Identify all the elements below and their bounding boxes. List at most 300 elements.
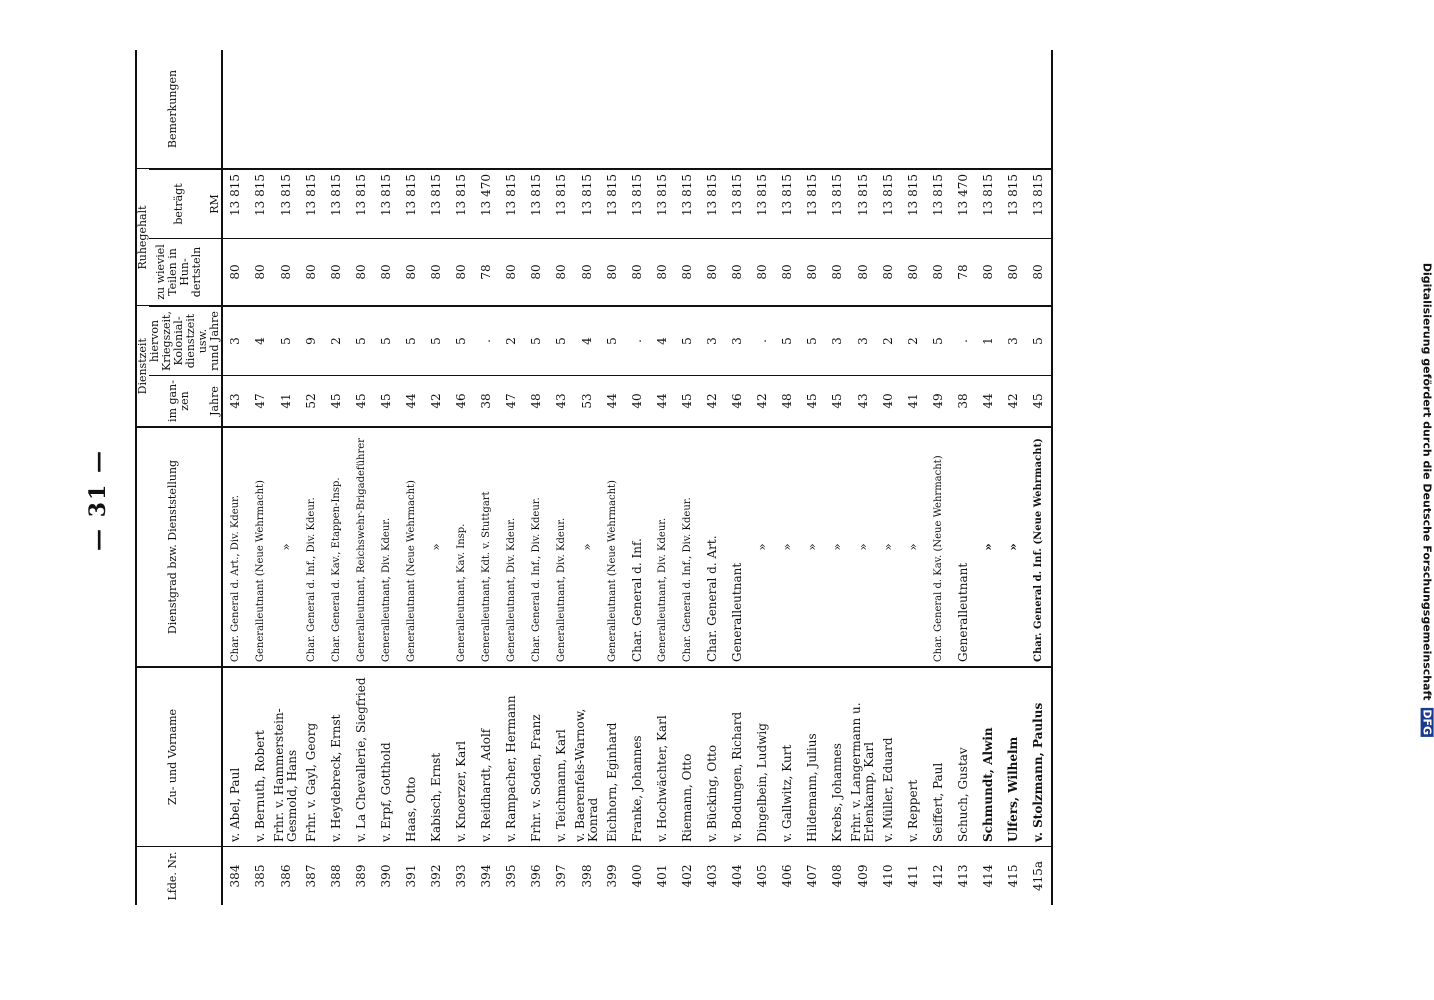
- cell-parts: 80: [549, 239, 574, 307]
- cell-name: v. Bernuth, Robert: [248, 667, 273, 847]
- cell-amount: 13 470: [951, 169, 976, 239]
- cell-parts: 78: [474, 239, 499, 307]
- cell-bemerkungen: [549, 50, 574, 169]
- cell-parts: 80: [600, 239, 625, 307]
- cell-total: 48: [775, 376, 800, 428]
- cell-war: 5: [600, 306, 625, 376]
- cell-war: 2: [324, 306, 349, 376]
- cell-parts: 80: [775, 239, 800, 307]
- table-row: [222, 50, 248, 905]
- cell-rank: »: [825, 427, 850, 667]
- cell-war: 1: [976, 306, 1001, 376]
- table-row: [248, 50, 273, 905]
- cell-parts: 80: [1026, 239, 1052, 307]
- table-row: [374, 50, 399, 905]
- cell-amount: 13 815: [750, 169, 775, 239]
- cell-bemerkungen: [926, 50, 951, 169]
- cell-parts: 80: [650, 239, 675, 307]
- cell-total: 46: [725, 376, 750, 428]
- cell-amount: 13 815: [926, 169, 951, 239]
- cell-war: 5: [449, 306, 474, 376]
- cell-total: 45: [324, 376, 349, 428]
- cell-total: 49: [926, 376, 951, 428]
- cell-rank: Generalleutnant, Div. Kdeur.: [499, 427, 524, 667]
- cell-name: v. Hochwächter, Karl: [650, 667, 675, 847]
- table-row: [273, 50, 299, 905]
- table-row: [299, 50, 324, 905]
- cell-war: 4: [248, 306, 273, 376]
- cell-name: Frhr. v. Gayl, Georg: [299, 667, 324, 847]
- cell-total: 52: [299, 376, 324, 428]
- cell-amount: 13 815: [725, 169, 750, 239]
- cell-amount: 13 815: [399, 169, 424, 239]
- cell-rank: »: [901, 427, 926, 667]
- cell-total: 45: [1026, 376, 1052, 428]
- cell-war: 3: [850, 306, 876, 376]
- cell-amount: 13 815: [600, 169, 625, 239]
- cell-total: 47: [248, 376, 273, 428]
- cell-name: v. Abel, Paul: [222, 667, 248, 847]
- cell-name: Haas, Otto: [399, 667, 424, 847]
- cell-name: v. La Chevallerie, Siegfried: [349, 667, 374, 847]
- cell-rank: Generalleutnant, Div. Kdeur.: [549, 427, 574, 667]
- cell-total: 43: [850, 376, 876, 428]
- cell-total: 44: [399, 376, 424, 428]
- cell-parts: 80: [876, 239, 901, 307]
- cell-rank: Char. General d. Inf. (Neue Wehrmacht): [1026, 427, 1052, 667]
- cell-bemerkungen: [399, 50, 424, 169]
- table-row: [499, 50, 524, 905]
- cell-bemerkungen: [248, 50, 273, 169]
- cell-parts: 80: [750, 239, 775, 307]
- cell-total: 45: [675, 376, 700, 428]
- cell-amount: 13 815: [524, 169, 549, 239]
- cell-parts: 80: [901, 239, 926, 307]
- cell-nr: 400: [630, 864, 644, 888]
- cell-total: 45: [800, 376, 825, 428]
- cell-amount: 13 815: [775, 169, 800, 239]
- cell-name: Frhr. v. Hammerstein-Gesmold, Hans: [273, 667, 299, 847]
- cell-bemerkungen: [800, 50, 825, 169]
- cell-rank: Generalleutnant, Kav. Insp.: [449, 427, 474, 667]
- cell-name: v. Reppert: [901, 667, 926, 847]
- cell-war: 3: [222, 306, 248, 376]
- cell-rank: »: [424, 427, 449, 667]
- cell-total: 43: [549, 376, 574, 428]
- cell-war: 2: [876, 306, 901, 376]
- cell-parts: 80: [1001, 239, 1026, 307]
- cell-nr: 407: [805, 864, 819, 888]
- cell-war: 3: [1001, 306, 1026, 376]
- cell-war: 5: [675, 306, 700, 376]
- cell-name: Schmundt, Alwin: [976, 667, 1001, 847]
- cell-bemerkungen: [1026, 50, 1052, 169]
- cell-nr: 415: [1006, 864, 1020, 888]
- cell-rank: Char. General d. Art., Div. Kdeur.: [222, 427, 248, 667]
- cell-war: 4: [650, 306, 675, 376]
- dfg-logo: DFG: [1420, 709, 1434, 736]
- cell-total: 42: [1001, 376, 1026, 428]
- cell-parts: 80: [524, 239, 549, 307]
- cell-nr: 412: [931, 864, 945, 888]
- cell-rank: Char. General d. Inf., Div. Kdeur.: [675, 427, 700, 667]
- cell-rank: Generalleutnant (Neue Wehrmacht): [399, 427, 424, 667]
- cell-nr: 413: [956, 864, 970, 888]
- cell-bemerkungen: [650, 50, 675, 169]
- cell-parts: 80: [574, 239, 600, 307]
- cell-total: 42: [424, 376, 449, 428]
- cell-total: 43: [222, 376, 248, 428]
- cell-parts: 80: [625, 239, 650, 307]
- table-row: [1001, 50, 1026, 905]
- cell-war: .: [625, 306, 650, 376]
- header-rund-jahre: rund Jahre: [209, 306, 222, 376]
- table-row: [574, 50, 600, 905]
- cell-total: 42: [700, 376, 725, 428]
- header-dienstzeit-total: im gan-zen: [149, 376, 209, 428]
- cell-amount: 13 815: [1001, 169, 1026, 239]
- cell-bemerkungen: [449, 50, 474, 169]
- header-bemerkungen: Bemerkungen: [136, 50, 209, 169]
- cell-war: 3: [700, 306, 725, 376]
- cell-nr: 392: [429, 864, 443, 888]
- cell-parts: 80: [675, 239, 700, 307]
- cell-amount: 13 815: [825, 169, 850, 239]
- table-row: [876, 50, 901, 905]
- cell-parts: 80: [926, 239, 951, 307]
- cell-bemerkungen: [976, 50, 1001, 169]
- table-row: [800, 50, 825, 905]
- cell-nr: 415a: [1031, 860, 1045, 892]
- cell-amount: 13 815: [449, 169, 474, 239]
- cell-nr: 384: [228, 864, 242, 888]
- cell-rank: »: [775, 427, 800, 667]
- cell-amount: 13 815: [248, 169, 273, 239]
- cell-rank: »: [876, 427, 901, 667]
- cell-bemerkungen: [600, 50, 625, 169]
- header-name: Zu- und Vorname: [136, 667, 209, 847]
- cell-amount: 13 815: [349, 169, 374, 239]
- cell-parts: 80: [222, 239, 248, 307]
- cell-name: v. Heydebreck, Ernst: [324, 667, 349, 847]
- table-row: [825, 50, 850, 905]
- cell-total: 41: [273, 376, 299, 428]
- cell-nr: 404: [730, 864, 744, 888]
- cell-bemerkungen: [499, 50, 524, 169]
- table-row: [524, 50, 549, 905]
- cell-parts: 80: [449, 239, 474, 307]
- cell-nr: 405: [755, 864, 769, 888]
- cell-rank: Char. General d. Kav., Etappen-Insp.: [324, 427, 349, 667]
- cell-parts: 80: [850, 239, 876, 307]
- cell-name: v. Gallwitz, Kurt: [775, 667, 800, 847]
- cell-total: 41: [901, 376, 926, 428]
- cell-war: 5: [424, 306, 449, 376]
- cell-rank: »: [850, 427, 876, 667]
- table-row: [976, 50, 1001, 905]
- cell-amount: 13 815: [675, 169, 700, 239]
- cell-nr: 391: [404, 864, 418, 888]
- cell-war: 4: [574, 306, 600, 376]
- cell-nr: 406: [780, 864, 794, 888]
- cell-total: 38: [951, 376, 976, 428]
- cell-nr: 410: [881, 864, 895, 888]
- cell-bemerkungen: [700, 50, 725, 169]
- cell-bemerkungen: [825, 50, 850, 169]
- table-row: [349, 50, 374, 905]
- header-lfd-nr: Lfde. Nr.: [166, 851, 179, 901]
- cell-war: 5: [399, 306, 424, 376]
- page-number: — 31 —: [85, 449, 111, 551]
- cell-amount: 13 470: [474, 169, 499, 239]
- cell-parts: 80: [825, 239, 850, 307]
- cell-amount: 13 815: [976, 169, 1001, 239]
- cell-name: v. Müller, Eduard: [876, 667, 901, 847]
- cell-amount: 13 815: [499, 169, 524, 239]
- cell-bemerkungen: [1001, 50, 1026, 169]
- cell-war: 5: [926, 306, 951, 376]
- cell-nr: 414: [981, 864, 995, 888]
- cell-nr: 403: [705, 864, 719, 888]
- header-ruhegehalt: Ruhegehalt: [136, 169, 149, 306]
- cell-rank: Generalleutnant (Neue Wehrmacht): [248, 427, 273, 667]
- cell-parts: 80: [725, 239, 750, 307]
- cell-rank: »: [750, 427, 775, 667]
- cell-amount: 13 815: [800, 169, 825, 239]
- cell-parts: 80: [800, 239, 825, 307]
- table-row: [474, 50, 499, 905]
- cell-rank: »: [574, 427, 600, 667]
- cell-war: 5: [349, 306, 374, 376]
- cell-war: 5: [273, 306, 299, 376]
- cell-bemerkungen: [349, 50, 374, 169]
- cell-bemerkungen: [901, 50, 926, 169]
- cell-name: Krebs, Johannes: [825, 667, 850, 847]
- cell-rank: Generalleutnant, Reichswehr-Brigadeführer: [349, 427, 374, 667]
- cell-rank: Generalleutnant: [725, 427, 750, 667]
- cell-nr: 390: [379, 864, 393, 888]
- cell-parts: 80: [424, 239, 449, 307]
- cell-total: 46: [449, 376, 474, 428]
- cell-rank: »: [800, 427, 825, 667]
- cell-amount: 13 815: [625, 169, 650, 239]
- table-row: [424, 50, 449, 905]
- cell-rank: Char. General d. Kav. (Neue Wehrmacht): [926, 427, 951, 667]
- table-row: [650, 50, 675, 905]
- cell-nr: 395: [504, 864, 518, 888]
- cell-amount: 13 815: [574, 169, 600, 239]
- cell-nr: 393: [454, 864, 468, 888]
- cell-bemerkungen: [222, 50, 248, 169]
- cell-name: Ulfers, Wilhelm: [1001, 667, 1026, 847]
- cell-war: .: [750, 306, 775, 376]
- cell-nr: 399: [605, 864, 619, 888]
- cell-bemerkungen: [675, 50, 700, 169]
- table-row: [675, 50, 700, 905]
- cell-nr: 398: [579, 864, 594, 888]
- cell-name: v. Bodungen, Richard: [725, 667, 750, 847]
- cell-nr: 385: [253, 864, 267, 888]
- table-row: [600, 50, 625, 905]
- cell-nr: 401: [655, 864, 669, 888]
- cell-rank: »: [1001, 427, 1026, 667]
- table-row: [399, 50, 424, 905]
- cell-amount: 13 815: [222, 169, 248, 239]
- cell-nr: 411: [906, 864, 920, 888]
- cell-name: Schuch, Gustav: [951, 667, 976, 847]
- cell-war: 5: [775, 306, 800, 376]
- cell-war: 5: [1026, 306, 1052, 376]
- cell-bemerkungen: [625, 50, 650, 169]
- cell-bemerkungen: [324, 50, 349, 169]
- cell-amount: 13 815: [424, 169, 449, 239]
- cell-bemerkungen: [299, 50, 324, 169]
- cell-parts: 78: [951, 239, 976, 307]
- cell-parts: 80: [700, 239, 725, 307]
- cell-total: 40: [625, 376, 650, 428]
- cell-nr: 387: [304, 864, 318, 888]
- cell-rank: Generalleutnant, Div. Kdeur.: [650, 427, 675, 667]
- table-row: [725, 50, 750, 905]
- cell-name: v. Baerenfels-Warnow, Konrad: [574, 667, 600, 847]
- cell-name: Kabisch, Ernst: [424, 667, 449, 847]
- cell-war: 2: [499, 306, 524, 376]
- cell-amount: 13 815: [901, 169, 926, 239]
- cell-parts: 80: [349, 239, 374, 307]
- cell-bemerkungen: [524, 50, 549, 169]
- cell-total: 42: [750, 376, 775, 428]
- cell-nr: 389: [354, 864, 368, 888]
- table-row: [951, 50, 976, 905]
- cell-bemerkungen: [725, 50, 750, 169]
- cell-rank: Generalleutnant, Kdt. v. Stuttgart: [474, 427, 499, 667]
- header-rank: Dienstgrad bzw. Dienststellung: [136, 427, 209, 667]
- cell-parts: 80: [273, 239, 299, 307]
- table-body: [222, 50, 1052, 905]
- cell-name: v. Knoerzer, Karl: [449, 667, 474, 847]
- cell-war: 5: [549, 306, 574, 376]
- cell-bemerkungen: [951, 50, 976, 169]
- cell-nr: 394: [479, 864, 493, 888]
- cell-name: v. Teichmann, Karl: [549, 667, 574, 847]
- cell-amount: 13 815: [299, 169, 324, 239]
- pension-table: [135, 50, 1053, 905]
- cell-rank: Char. General d. Inf., Div. Kdeur.: [524, 427, 549, 667]
- cell-total: 44: [976, 376, 1001, 428]
- table-row: [775, 50, 800, 905]
- table-row: [625, 50, 650, 905]
- cell-name: Frhr. v. Langermann u. Erlenkamp, Karl: [850, 667, 876, 847]
- cell-rank: Char. General d. Art.: [700, 427, 725, 667]
- cell-name: Eichhorn, Eginhard: [600, 667, 625, 847]
- cell-name: v. Erpf, Gotthold: [374, 667, 399, 847]
- cell-war: 5: [800, 306, 825, 376]
- cell-total: 44: [650, 376, 675, 428]
- cell-parts: 80: [248, 239, 273, 307]
- cell-amount: 13 815: [876, 169, 901, 239]
- cell-nr: 396: [529, 864, 543, 888]
- cell-parts: 80: [399, 239, 424, 307]
- header-dienstzeit-war: hiervon Kriegszeit, Kolonial-dienstzeit usw.: [149, 306, 209, 376]
- header-dienstzeit: Dienstzeit: [136, 306, 149, 427]
- table-row: [700, 50, 725, 905]
- cell-war: 2: [901, 306, 926, 376]
- cell-nr: 388: [329, 864, 343, 888]
- cell-amount: 13 815: [850, 169, 876, 239]
- table-row: [1026, 50, 1052, 905]
- cell-nr: 386: [278, 864, 293, 888]
- cell-name: Dingelbein, Ludwig: [750, 667, 775, 847]
- cell-rank: Generalleutnant (Neue Wehrmacht): [600, 427, 625, 667]
- cell-bemerkungen: [850, 50, 876, 169]
- cell-bemerkungen: [374, 50, 399, 169]
- table-row: [901, 50, 926, 905]
- cell-war: 9: [299, 306, 324, 376]
- cell-parts: 80: [499, 239, 524, 307]
- cell-nr: 408: [830, 864, 844, 888]
- cell-amount: 13 815: [1026, 169, 1052, 239]
- table-row: [926, 50, 951, 905]
- cell-total: 38: [474, 376, 499, 428]
- cell-total: 44: [600, 376, 625, 428]
- cell-rank: »: [976, 427, 1001, 667]
- cell-amount: 13 815: [700, 169, 725, 239]
- cell-bemerkungen: [876, 50, 901, 169]
- cell-total: 47: [499, 376, 524, 428]
- cell-total: 48: [524, 376, 549, 428]
- credit-line: [1420, 263, 1433, 737]
- cell-bemerkungen: [273, 50, 299, 169]
- cell-rank: Generalleutnant: [951, 427, 976, 667]
- cell-total: 45: [374, 376, 399, 428]
- table-row: [549, 50, 574, 905]
- cell-total: 45: [349, 376, 374, 428]
- cell-total: 53: [574, 376, 600, 428]
- cell-bemerkungen: [750, 50, 775, 169]
- cell-amount: 13 815: [324, 169, 349, 239]
- cell-bemerkungen: [574, 50, 600, 169]
- header-hundertstel: zu wieviel Teilen in Hun-dertsteln: [149, 239, 209, 307]
- cell-nr: 409: [855, 864, 870, 888]
- cell-name: Riemann, Otto: [675, 667, 700, 847]
- table-row: [750, 50, 775, 905]
- cell-rank: »: [273, 427, 299, 667]
- cell-bemerkungen: [424, 50, 449, 169]
- header-jahre: Jahre: [209, 376, 222, 428]
- cell-amount: 13 815: [549, 169, 574, 239]
- table-row: [324, 50, 349, 905]
- table-row: [449, 50, 474, 905]
- cell-parts: 80: [324, 239, 349, 307]
- header-betraegt: beträgt: [149, 169, 209, 239]
- cell-nr: 402: [680, 864, 694, 888]
- cell-name: v. Bücking, Otto: [700, 667, 725, 847]
- cell-war: 5: [374, 306, 399, 376]
- cell-name: Seiffert, Paul: [926, 667, 951, 847]
- cell-parts: 80: [374, 239, 399, 307]
- cell-name: v. Rampacher, Hermann: [499, 667, 524, 847]
- cell-name: Hildemann, Julius: [800, 667, 825, 847]
- cell-amount: 13 815: [374, 169, 399, 239]
- cell-bemerkungen: [775, 50, 800, 169]
- cell-war: .: [951, 306, 976, 376]
- cell-rank: Char. General d. Inf., Div. Kdeur.: [299, 427, 324, 667]
- cell-total: 40: [876, 376, 901, 428]
- cell-bemerkungen: [474, 50, 499, 169]
- cell-name: Franke, Johannes: [625, 667, 650, 847]
- cell-name: v. Stolzmann, Paulus: [1026, 667, 1052, 847]
- cell-total: 45: [825, 376, 850, 428]
